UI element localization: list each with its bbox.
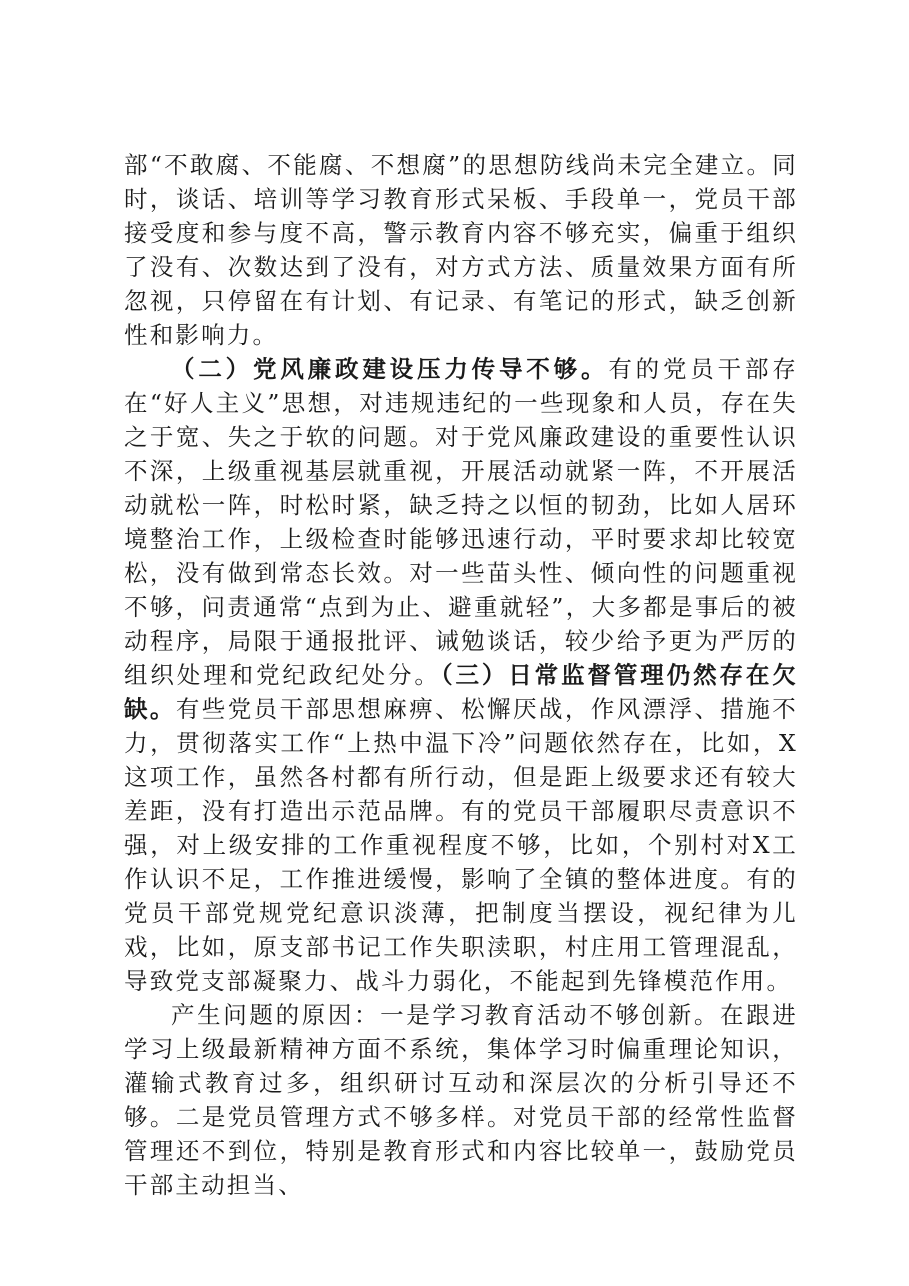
paragraph-text: 产生问题的原因：一是学习教育活动不够创新。在跟进学习上级最新精神方面不系统，集体学习时偏重理论知识，灌输式教育过多，组织研讨互动和深层次的分析引导还不够。二是党员管理方式不够多样。对党员干部的经常性监督管理还不到位，特别是教育形式和内容比较单一，鼓励党员干部主动担当、 xyxy=(124,1001,798,1199)
paragraph-party-discipline xyxy=(124,352,798,998)
paragraph-continued xyxy=(124,148,798,352)
paragraph-causes xyxy=(124,998,798,1202)
document-body xyxy=(124,148,798,1202)
section-heading-3: （三）日常监督管理仍然存在欠缺。 xyxy=(124,661,798,723)
section-heading-2: （二）党风廉政建设压力传导不够。 xyxy=(171,355,609,383)
paragraph-text: 有的党员干部存在“好人主义”思想，对违规违纪的一些现象和人员，存在失之于宽、失之于软的问题。对于党风廉政建设的重要性认识不深，上级重视基层就重视，开展活动就紧一阵，不开展活动就松一阵，时松时紧，缺乏持之以恒的韧劲，比如人居环境整治工作，上级检查时能够迅速行动，平时要求却比较宽松，没有做到常态长效。对一些苗头性、倾向性的问题重视不够，问责通常“点到为止、避重就轻”，大多都是事后的被动程序，局限于通报批评、诫勉谈话，较少给予更为严厉的组织处理和党纪政纪处分。 xyxy=(124,355,799,689)
paragraph-text: 部“不敢腐、不能腐、不想腐”的思想防线尚未完全建立。同时，谈话、培训等学习教育形式呆板、手段单一，党员干部接受度和参与度不高，警示教育内容不够充实，偏重于组织了没有、次数达到了没有，对方式方法、质量效果方面有所忽视，只停留在有计划、有记录、有笔记的形式，缺乏创新性和影响力。 xyxy=(124,151,798,349)
paragraph-text: 有些党员干部思想麻痹、松懈厌战，作风漂浮、措施不力，贯彻落实工作“上热中温下冷”问题依然存在，比如，X这项工作，虽然各村都有所行动，但是距上级要求还有较大差距，没有打造出示范品牌。有的党员干部履职尽责意识不强，对上级安排的工作重视程度不够，比如，个别村对X工作认识不足，工作推进缓慢，影响了全镇的整体进度。有的党员干部党规党纪意识淡薄，把制度当摆设，视纪律为儿戏，比如，原支部书记工作失职渎职，村庄用工管理混乱，导致党支部凝聚力、战斗力弱化，不能起到先锋模范作用。 xyxy=(124,695,798,995)
